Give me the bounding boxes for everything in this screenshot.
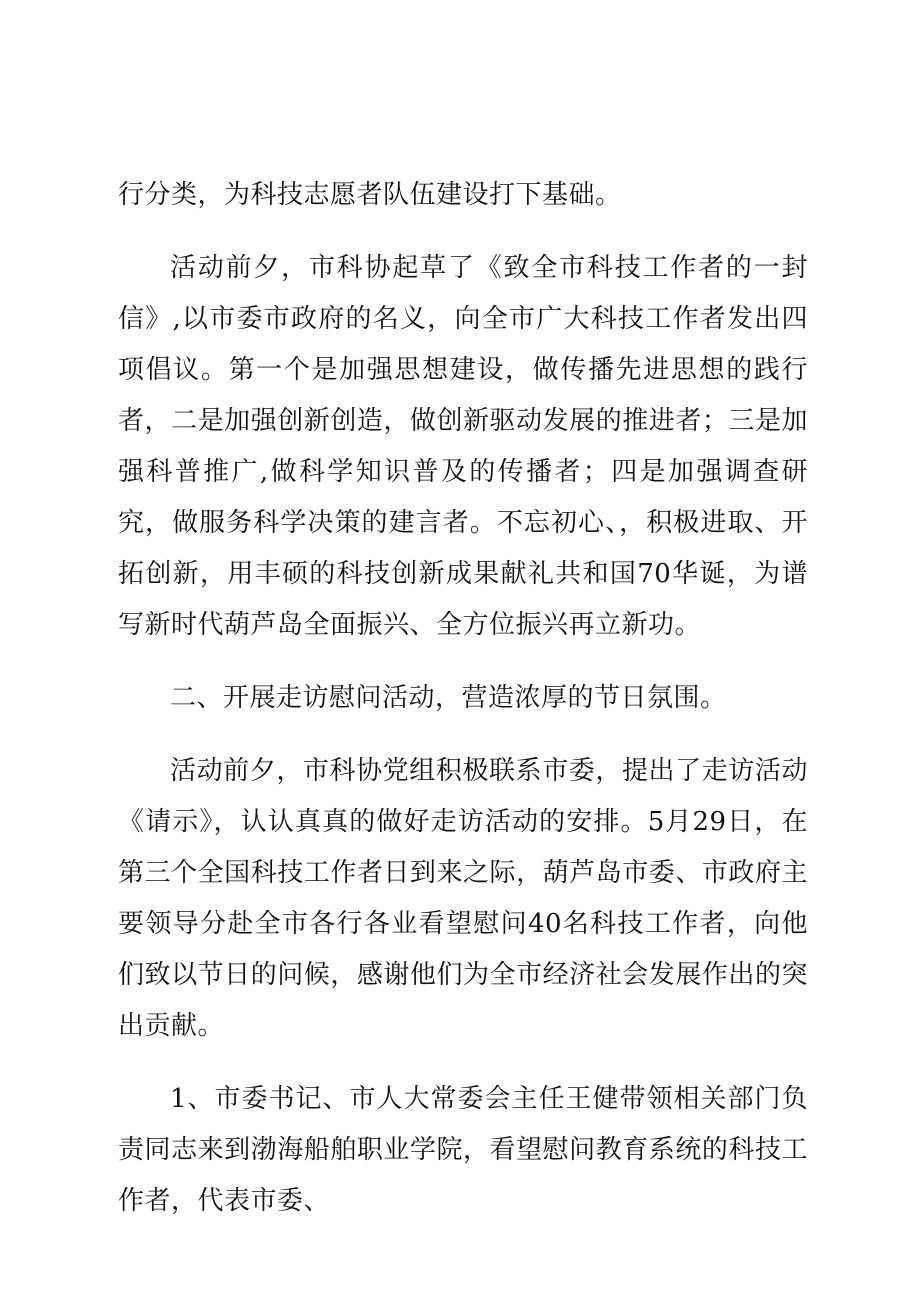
paragraph-4: 1、市委书记、市人大常委会主任王健带领相关部门负责同志来到渤海船舶职业学院，看望慰问教育系统的科技工作者，代表市委、 <box>118 1084 808 1216</box>
paragraph-3: 活动前夕，市科协党组积极联系市委，提出了走访活动《请示》，认认真真的做好走访活动的安排。5月29日，在第三个全国科技工作者日到来之际，葫芦岛市委、市政府主要领导分赴全市各行各业看望慰问40名科技工作者，向他们致以节日的问候，感谢他们为全市经济社会发展作出的突出贡献。 <box>118 756 808 1041</box>
paragraph-1: 行分类，为科技志愿者队伍建设打下基础。 <box>118 180 622 210</box>
document-body <box>118 170 808 1227</box>
paragraph-2: 活动前夕，市科协起草了《致全市科技工作者的一封信》,以市委市政府的名义，向全市广大科技工作者发出四项倡议。第一个是加强思想建设，做传播先进思想的践行者，二是加强创新创造，做创新驱动发展的推进者；三是加强科普推广,做科学知识普及的传播者；四是加强调查研究，做服务科学决策的建言者。不忘初心、，积极进取、开拓创新，用丰硕的科技创新成果献礼共和国70华诞，为谱写新时代葫芦岛全面振兴、全方位振兴再立新功。 <box>118 253 808 640</box>
section-heading: 二、开展走访慰问活动，营造浓厚的节日氛围。 <box>170 683 727 713</box>
